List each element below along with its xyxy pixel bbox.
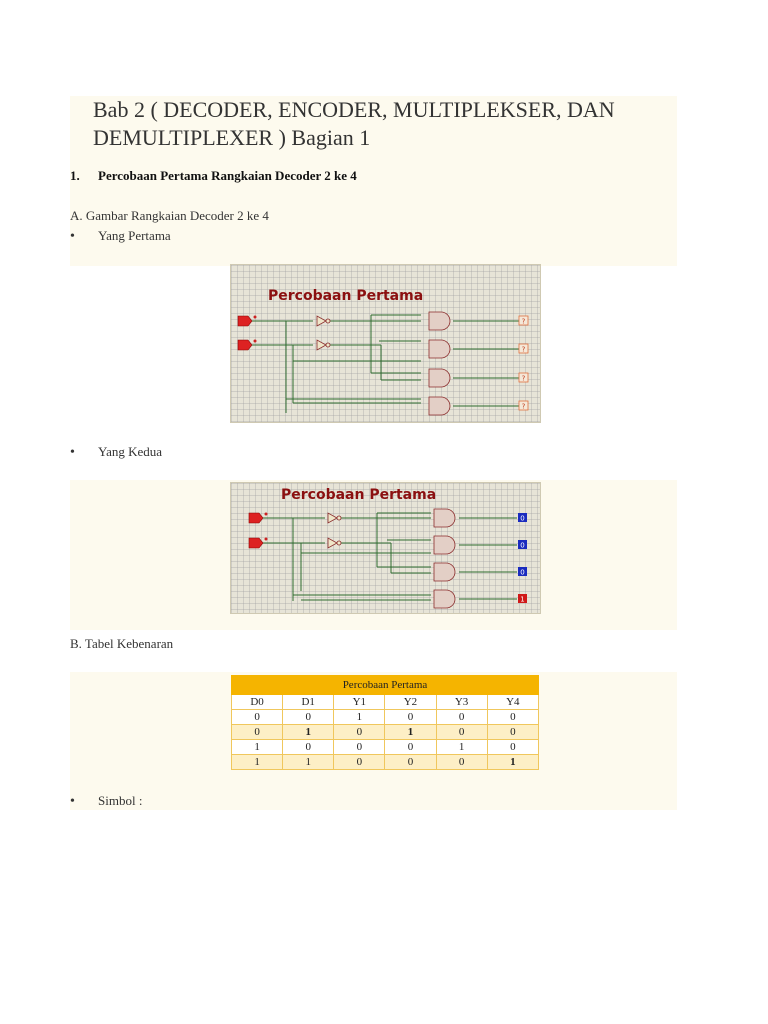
table-cell: 1	[385, 725, 436, 740]
output-probe-4: ?	[521, 402, 526, 411]
circuit-diagram	[231, 483, 540, 613]
table-cell: 0	[334, 725, 385, 740]
figure-title: Percobaan Pertama	[281, 487, 437, 503]
table-cell: 1	[334, 710, 385, 725]
section-title: Percobaan Pertama Rangkaian Decoder 2 ke 4	[98, 168, 357, 183]
section-number: 1.	[70, 168, 80, 183]
table-cell: 1	[232, 755, 283, 770]
table-row	[232, 710, 539, 725]
bullet-second	[70, 444, 162, 461]
table-cell: 1	[232, 740, 283, 755]
table-cell: 0	[232, 725, 283, 740]
table-cell: 0	[487, 725, 538, 740]
bullet-first	[70, 228, 171, 245]
bullet-icon: •	[70, 794, 75, 809]
table-cell: 0	[283, 710, 334, 725]
table-row	[232, 725, 539, 740]
bullet-label: Yang Kedua	[98, 444, 163, 459]
table-cell: 0	[334, 755, 385, 770]
figure-title: Percobaan Pertama	[268, 288, 424, 304]
section-heading	[70, 168, 357, 184]
column-header: D1	[283, 695, 334, 710]
table-caption: Percobaan Pertama	[232, 676, 539, 695]
output-probe-3: ?	[521, 374, 526, 383]
table-cell: 0	[232, 710, 283, 725]
subsection-a: A. Gambar Rangkaian Decoder 2 ke 4	[70, 208, 269, 223]
column-header: D0	[232, 695, 283, 710]
output-probe-2: ?	[521, 345, 526, 354]
table-cell: 1	[283, 755, 334, 770]
truth-table	[231, 675, 539, 770]
column-header: Y1	[334, 695, 385, 710]
column-header: Y3	[436, 695, 487, 710]
table-cell: 0	[385, 740, 436, 755]
table-row	[232, 740, 539, 755]
circuit-figure-1	[230, 264, 541, 423]
bullet-icon: •	[70, 229, 75, 244]
circuit-figure-2	[230, 482, 541, 614]
table-cell: 0	[487, 740, 538, 755]
table-cell: 0	[436, 725, 487, 740]
table-cell: 0	[436, 755, 487, 770]
output-probe-4: 1	[520, 595, 525, 604]
table-row	[232, 755, 539, 770]
page-title: Bab 2 ( DECODER, ENCODER, MULTIPLEKSER, DAN DEMULTIPLEXER ) Bagian 1	[93, 97, 615, 150]
output-probe-1: 0	[520, 514, 525, 523]
table-cell: 0	[385, 710, 436, 725]
content-band	[70, 772, 677, 810]
table-cell: 1	[487, 755, 538, 770]
table-cell: 1	[283, 725, 334, 740]
bullet-label: Yang Pertama	[98, 228, 171, 243]
table-cell: 0	[334, 740, 385, 755]
column-header: Y2	[385, 695, 436, 710]
output-probe-2: 0	[520, 541, 525, 550]
circuit-diagram	[231, 265, 540, 422]
output-probe-1: ?	[521, 317, 526, 326]
table-cell: 0	[436, 710, 487, 725]
bullet-symbol	[70, 793, 142, 810]
table-cell: 1	[436, 740, 487, 755]
bullet-label: Simbol :	[98, 793, 143, 808]
column-header: Y4	[487, 695, 538, 710]
table-cell: 0	[487, 710, 538, 725]
bullet-icon: •	[70, 445, 75, 460]
table-cell: 0	[385, 755, 436, 770]
subsection-b: B. Tabel Kebenaran	[70, 636, 174, 651]
output-probe-3: 0	[520, 568, 525, 577]
table-cell: 0	[283, 740, 334, 755]
